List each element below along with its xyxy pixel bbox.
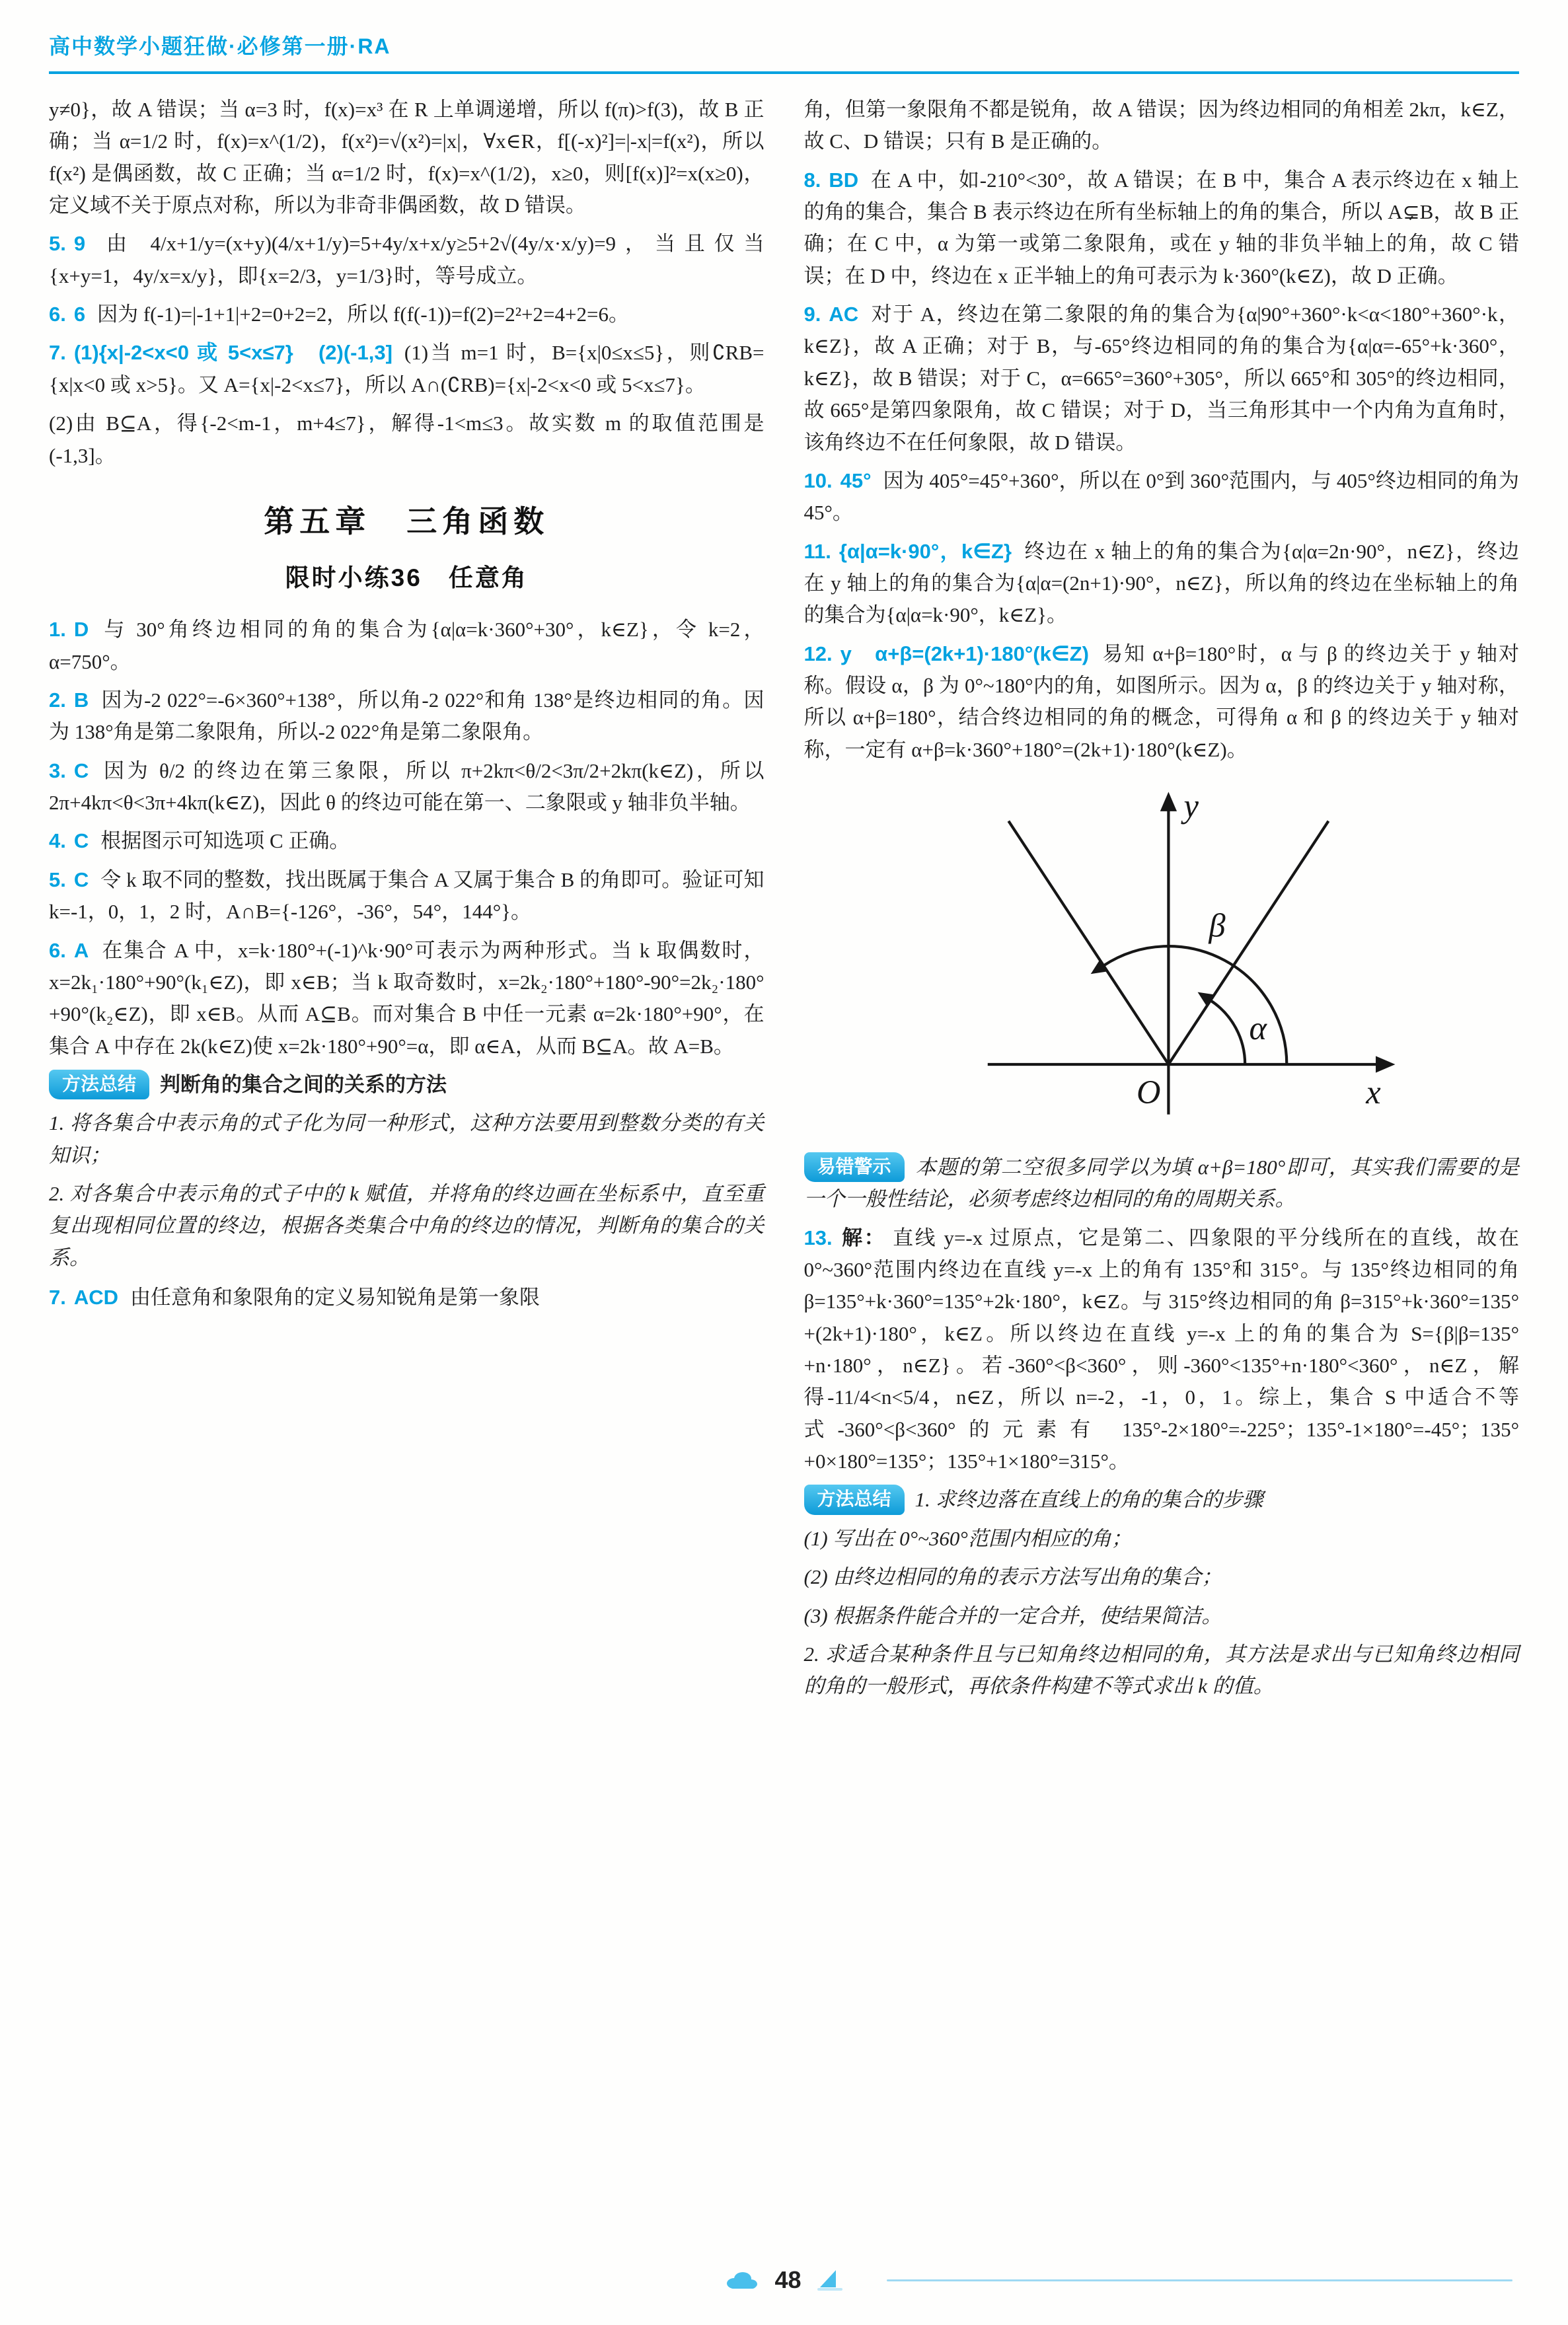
answer-value: {α|α=k·90°，k∈Z}: [839, 539, 1012, 563]
answer-item-12: [804, 638, 1520, 766]
answer-item-7: [49, 1282, 765, 1313]
answer-item-1: [49, 614, 765, 678]
origin-label: O: [1136, 1074, 1161, 1111]
alpha-arc: [1211, 1000, 1245, 1064]
solution-text: 令 k 取不同的整数，找出既属于集合 A 又属于集合 B 的角即可。验证可知 k=-1，0，1，2 时，A∩B={-126°，-36°，54°，144°}。: [49, 867, 765, 924]
solution-item-6: [49, 299, 765, 330]
solution-text: 由任意角和象限角的定义易知锐角是第一象限: [130, 1286, 541, 1310]
answer-item-13: [804, 1222, 1520, 1478]
question-number: 3.: [49, 758, 66, 782]
answer-value: C: [73, 758, 89, 782]
solution-text: 根据图示可知选项 C 正确。: [100, 829, 350, 853]
solution-text: (1)当 m=1 时，B={x|0≤x≤5}，则∁RB={x|x<0 或 x>5}。又 A={x|-2<x≤7}，所以 A∩(∁RB)={x|-2<x<0 或 5<x≤7}。: [49, 341, 765, 396]
solution-text: 因为-2 022°=-6×360°+138°，所以角-2 022°和角 138°是终边相同的角。因为 138°角是第二象限角，所以-2 022°角是第二象限角。: [49, 688, 765, 744]
method-line: 2. 对各集合中表示角的式子中的 k 赋值，并将角的终边画在坐标系中，直至重复出现相同位置的终边，根据各类集合中角的终边的情况，判断角的集合的关系。: [49, 1182, 765, 1269]
answer-value: 45°: [840, 468, 872, 492]
answer-value: B: [73, 688, 89, 712]
warning-box: [804, 1152, 1520, 1216]
answer-item-9: [804, 299, 1520, 459]
method-summary-label: 方法总结: [804, 1485, 905, 1514]
solution-text: (2)由 B⊆A，得{-2<m-1，m+4≤7}，解得-1<m≤3。故实数 m 的取值范围是(-1,3]。: [49, 412, 765, 467]
question-number: 8.: [803, 168, 821, 192]
beta-angle-label: β: [1209, 906, 1226, 944]
method-line: 1. 求终边落在直线上的角的集合的步骤: [915, 1488, 1263, 1512]
answer-item-11: [804, 536, 1520, 632]
question-number: 12.: [803, 642, 833, 665]
solution-text: 在集合 A 中，x=k·180°+(-1)^k·90°可表示为两种形式。当 k 取偶数时，x=2k₁·180°+90°(k₁∈Z)，即 x∈B；当 k 取奇数时，x=2k₂·180°+180°-90°=2k₂·180°+90°(k₂∈Z)，即 x∈B。从而 A⊆B。而对集合 B 中任一元素 α=2k·180°+90°，在集合 A 中存在 2k(k∈Z)使 x=2k·180°+90°=α，即 α∈A，从而 B⊆A。故 A=B。: [49, 938, 765, 1058]
warning-label: 易错警示: [804, 1152, 905, 1182]
footer-divider: [887, 2279, 1512, 2281]
solution-item-7-part2: [49, 408, 765, 472]
cloud-icon: [724, 2269, 760, 2291]
answer-value: 6: [73, 303, 86, 326]
angle-diagram-figure: [804, 772, 1520, 1141]
page-header: [49, 30, 1519, 74]
method-line: (3) 根据条件能合并的一定合并，使结果简洁。: [803, 1604, 1222, 1627]
method-summary-title: 判断角的集合之间的关系的方法: [160, 1073, 447, 1096]
right-column: [804, 94, 1520, 1711]
answer-item-2: [49, 684, 765, 749]
solution-text: 因为 405°=45°+360°，所以在 0°到 360°范围内，与 405°终边相同的角为 45°。: [803, 468, 1519, 525]
question-number: 7.: [49, 341, 66, 365]
answer-item-10: [804, 465, 1520, 529]
page-footer: [49, 2235, 1519, 2305]
section-heading: 限时小练36 任意角: [285, 564, 528, 591]
answer-value: (1){x|-2<x<0 或 5<x≤7} (2)(-1,3]: [73, 341, 392, 365]
question-number: 1.: [49, 618, 66, 642]
solution-text: 对于 A，终边在第二象限的角的集合为{α|90°+360°·k<α<180°+360°·k，k∈Z}，故 A 正确；对于 B，与-65°终边相同的角的集合为{α|α=-65°+k·360°，k∈Z}，故 B 错误；对于 C，α=665°=360°+305°，所以 665°和 305°的终边相同，故 665°是第四象限角，故 C 错误；对于 D，当三角形其中一个内角为直角时，该角终边不在任何象限，故 D 错误。: [803, 303, 1519, 454]
answer-value: C: [73, 829, 89, 853]
method-summary-header: [804, 1484, 1520, 1516]
y-axis-arrow-icon: [1160, 792, 1177, 811]
question-number: 6.: [49, 303, 66, 326]
warning-text: 本题的第二空很多同学以为填 α+β=180°即可，其实我们需要的是一个一般性结论，必须考虑终边相同的角的周期关系。: [803, 1155, 1519, 1211]
method-summary-box: [804, 1484, 1520, 1702]
answer-value: D: [73, 618, 89, 642]
answer-item-4: [49, 825, 765, 857]
question-number: 5.: [49, 232, 66, 256]
beta-arc-arrow-icon: [1087, 960, 1107, 980]
answer-value: y α+β=(2k+1)·180°(k∈Z): [840, 642, 1089, 665]
answer-value: 9: [73, 232, 86, 256]
solution-continuation: [804, 94, 1520, 158]
angle-diagram: [911, 772, 1412, 1141]
answer-item-3: [49, 755, 765, 819]
solution-text: y≠0}，故 A 错误；当 α=3 时，f(x)=x³ 在 R 上单调递增，所以 f(π)>f(3)，故 B 正确；当 α=1/2 时，f(x)=x^(1/2)，f(x²)=√(x²)=|x|，∀x∈R，f[(-x)²]=|-x|=f(x²)，所以 f(x²) 是偶函数，故 C 正确；当 α=1/2 时，f(x)=x^(1/2)，x≥0，则[f(x)]²=x(x≥0)，定义域不关于原点对称，所以为非奇非偶函数，故 D 错误。: [49, 97, 765, 217]
alpha-arc-arrow-icon: [1194, 986, 1214, 1006]
answer-value: BD: [829, 168, 859, 192]
solution-text: 与 30°角终边相同的角的集合为{α|α=k·360°+30°，k∈Z}，令 k=2，α=750°。: [49, 618, 765, 673]
terminal-ray-alpha: [1168, 821, 1328, 1064]
alpha-angle-label: α: [1249, 1010, 1267, 1047]
method-summary-label: 方法总结: [49, 1070, 149, 1099]
solution-text: 角，但第一象限角不都是锐角，故 A 错误；因为终边相同的角相差 2kπ，k∈Z，故 C、D 错误；只有 B 是正确的。: [803, 97, 1519, 153]
solution-text: 终边在 x 轴上的角的集合为{α|α=2n·90°，n∈Z}，终边在 y 轴上的角的集合为{α|α=(2n+1)·90°，n∈Z}，所以角的终边在坐标轴上的角的集合为{α|α=k·90°，k∈Z}。: [803, 539, 1519, 627]
solution-item-7: [49, 337, 765, 401]
answer-item-8: [804, 165, 1520, 292]
left-column: [49, 94, 765, 1321]
question-number: 6.: [49, 938, 66, 962]
book-title: 高中数学小题狂做·必修第一册·RA: [49, 34, 391, 58]
method-line: (1) 写出在 0°~360°范围内相应的角；: [803, 1526, 1132, 1550]
solution-continuation: [49, 94, 765, 221]
answer-item-5: [49, 864, 765, 928]
method-line: 2. 求适合某种条件且与已知角终边相同的角，其方法是求出与已知角终边相同的角的一般形式，再依条件构建不等式求出 k 的值。: [803, 1642, 1519, 1698]
answer-value: A: [73, 938, 89, 962]
answer-value: ACD: [73, 1286, 119, 1310]
page-number: 48: [774, 2266, 802, 2293]
question-number: 2.: [49, 688, 66, 712]
question-number: 5.: [49, 867, 66, 891]
solution-item-5: [49, 228, 765, 292]
sail-icon: [816, 2269, 844, 2291]
solution-text: 在 A 中，如-210°<30°，故 A 错误；在 B 中，集合 A 表示终边在 x 轴上的角的集合，集合 B 表示终边在所有坐标轴上的角的集合，所以 A⊊B，故 B 正确；在 C 中，α 为第一或第二象限角，或在 y 轴的非负半轴上的角，故 C 错误；在 D 中，终边在 x 正半轴上的角可表示为 k·360°(k∈Z)，故 D 正确。: [803, 168, 1519, 287]
y-axis-label: y: [1183, 787, 1199, 825]
solution-lead: 解：: [840, 1226, 887, 1249]
solution-text: 因为 f(-1)=|-1+1|+2=0+2=2，所以 f(f(-1))=f(2)=2²+2=4+2=6。: [97, 303, 629, 326]
answer-value: C: [73, 867, 89, 891]
solution-text: 易知 α+β=180°时，α 与 β 的终边关于 y 轴对称。假设 α，β 为 0°~180°内的角，如图所示。因为 α，β 的终边关于 y 轴对称，所以 α+β=180°，结合终边相同的角的概念，可得角 α 和 β 的终边关于 y 轴对称，一定有 α+β=k·360°+180°=(2k+1)·180°(k∈Z)。: [803, 642, 1519, 761]
solution-text: 由 4/x+1/y=(x+y)(4/x+1/y)=5+4y/x+x/y≥5+2√(4y/x·x/y)=9，当且仅当{x+y=1，4y/x=x/y}，即{x=2/3，y=1/3}时，等号成立。: [49, 232, 765, 287]
method-summary-box: [49, 1069, 765, 1274]
method-line: (2) 由终边相同的角的表示方法写出角的集合；: [803, 1565, 1222, 1589]
chapter-heading: 第五章 三角函数: [264, 503, 550, 538]
question-number: 7.: [49, 1286, 66, 1310]
question-number: 9.: [803, 303, 821, 326]
question-number: 4.: [49, 829, 66, 853]
x-axis-arrow-icon: [1376, 1056, 1395, 1072]
question-number: 13.: [803, 1226, 833, 1249]
question-number: 10.: [803, 468, 833, 492]
x-axis-label: x: [1366, 1074, 1381, 1111]
question-number: 11.: [803, 539, 831, 563]
method-summary-header: [49, 1069, 765, 1101]
terminal-ray-beta: [1008, 821, 1168, 1064]
two-column-content: [49, 94, 1519, 1711]
answer-item-6: [49, 935, 765, 1062]
solution-text: 直线 y=-x 过原点，它是第二、四象限的平分线所在的直线，故在 0°~360°范围内终边在直线 y=-x 上的角有 135°和 315°。与 135°终边相同的角 β=135°+k·360°=135°+2k·180°，k∈Z。与 315°终边相同的角 β=315°+k·360°=135°+(2k+1)·180°，k∈Z。所以终边在直线 y=-x 上的角的集合为 S={β|β=135°+n·180°，n∈Z}。若-360°<β<360°，则-360°<135°+n·180°<360°，n∈Z，解得-11/4<n<5/4，n∈Z，所以 n=-2，-1，0，1。综上，集合 S 中适合不等式-360°<β<360°的元素有 135°-2×180°=-225°；135°-1×180°=-45°；135°+0×180°=135°；135°+1×180°=315°。: [803, 1226, 1519, 1473]
answer-value: AC: [829, 303, 859, 326]
solution-text: 因为 θ/2 的终边在第三象限，所以 π+2kπ<θ/2<3π/2+2kπ(k∈Z)，所以 2π+4kπ<θ<3π+4kπ(k∈Z)，因此 θ 的终边可能在第一、二象限或 y 轴非负半轴。: [49, 758, 765, 815]
method-line: 1. 将各集合中表示角的式子化为同一种形式，这种方法要用到整数分类的有关知识；: [49, 1111, 765, 1167]
